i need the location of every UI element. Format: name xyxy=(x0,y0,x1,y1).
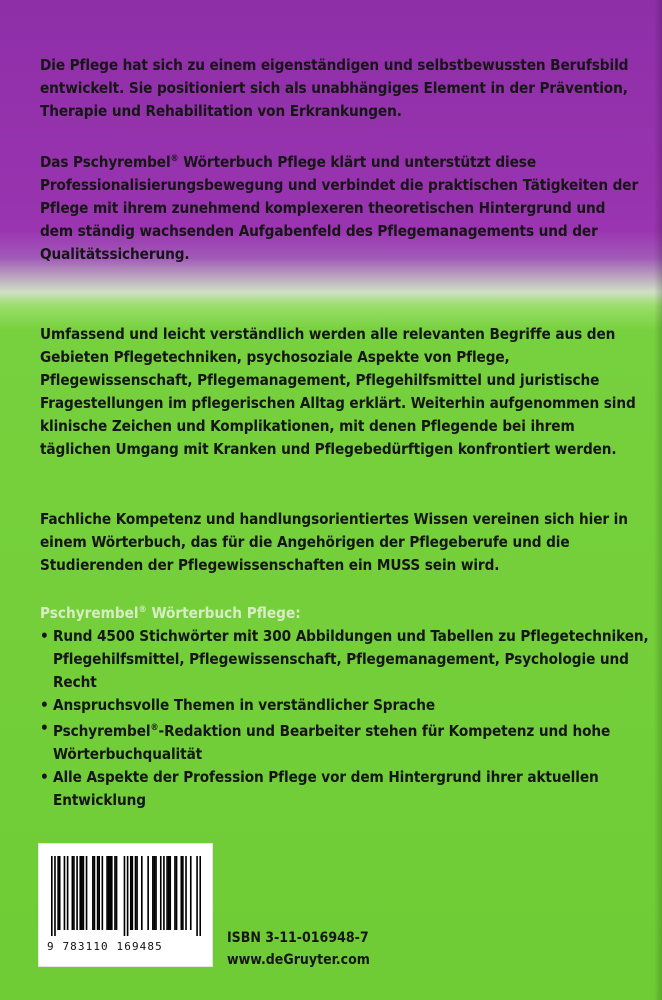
intro-paragraph: Die Pflege hat sich zu einem eigenständigen und selbstbewussten Berufsbild entwickelt. Sie positioniert sich als unabhängiges Element in der Prävention, Therapie und Rehabilitation von Erkrankungen. xyxy=(40,56,629,120)
barcode-bar xyxy=(136,856,138,930)
barcode-bar xyxy=(98,856,100,930)
pschyrembel-paragraph xyxy=(40,148,640,266)
barcode-bar xyxy=(108,856,110,930)
barcode-bar xyxy=(155,856,157,930)
barcode-bar xyxy=(154,856,156,930)
barcode-bar xyxy=(116,856,118,930)
brand-name: Das Pschyrembel xyxy=(40,153,171,171)
barcode-bar xyxy=(147,856,149,930)
barcode-bar xyxy=(168,856,170,930)
barcode-bar xyxy=(67,856,69,930)
heading-brand: Pschyrembel xyxy=(40,604,139,622)
barcode-bar xyxy=(106,856,108,930)
barcode-bar xyxy=(169,856,171,930)
barcode-bar xyxy=(86,856,88,930)
barcode-bar xyxy=(111,856,113,930)
barcode-bar xyxy=(72,856,74,930)
item-text: Alle Aspekte der Profession Pflege vor dem Hintergrund ihrer aktuellen Entwicklung xyxy=(53,768,599,809)
registered-mark: ® xyxy=(170,154,179,164)
barcode-bar xyxy=(54,856,56,936)
barcode-bar xyxy=(141,856,143,930)
barcode-bar xyxy=(92,856,94,930)
barcode-bar xyxy=(185,856,187,930)
barcode-bar xyxy=(64,856,66,930)
registered-mark: ® xyxy=(150,723,159,733)
barcode-bar xyxy=(180,856,182,930)
isbn-number: ISBN 3-11-016948-7 xyxy=(227,930,369,946)
barcode-bar xyxy=(109,856,111,930)
barcode-bar xyxy=(127,856,129,936)
barcode-bar xyxy=(163,856,165,930)
scope-paragraph: Umfassend und leicht verständlich werden alle relevanten Begriffe aus den Gebieten Pflegetechniken, psychosoziale Aspekte von Pflege, Pflegewissenschaft, Pflegemanagement, Pflegehilfsmittel und juristische Fragestellungen im pflegerischen Alltag erklärt. Weiterhin aufgenommen sind klinische Zeichen und Komplikationen, mit denen Pflegende bei ihrem täglichen Umgang mit Kranken und Pflegebedürftigen konfrontiert werden. xyxy=(40,325,636,458)
bullet-icon: • xyxy=(40,696,49,714)
competence-paragraph: Fachliche Kompetenz und handlungsorientiertes Wissen vereinen sich hier in einem Wörterbuch, das für die Angehörigen der Pflegeberufe und die Studierenden der Pflegewissenschaften ein MUSS sein wird. xyxy=(40,510,628,574)
item-text: Rund 4500 Stichwörter mit 300 Abbildungen und Tabellen zu Pflegetechniken, Pflegehilfsmittel, Pflegewissenschaft, Pflegemanagement, Psychologie und Recht xyxy=(53,627,649,691)
barcode-bar xyxy=(130,856,132,930)
list-item xyxy=(40,766,660,812)
barcode-bar xyxy=(59,856,61,930)
barcode-bar xyxy=(199,856,201,936)
features-list xyxy=(40,625,660,812)
list-item xyxy=(40,717,660,766)
barcode-digits: 9 783110 169485 xyxy=(47,940,163,953)
barcode-bar xyxy=(182,856,184,930)
cover-edge-shadow xyxy=(654,0,662,1000)
list-item xyxy=(40,694,660,717)
barcode-bar xyxy=(51,856,53,936)
barcode-bar xyxy=(174,856,176,930)
barcode-box xyxy=(38,843,213,967)
item-text: Anspruchsvolle Themen in verständlicher Sprache xyxy=(53,696,436,714)
list-item xyxy=(40,625,660,694)
heading-text: Wörterbuch Pflege: xyxy=(146,604,301,622)
barcode-bar xyxy=(83,856,85,930)
publisher-website: www.deGruyter.com xyxy=(227,952,370,968)
barcode-bar xyxy=(152,856,154,930)
barcode-bar xyxy=(79,856,81,930)
barcode-bar xyxy=(102,856,104,930)
bullet-icon: • xyxy=(40,768,49,786)
barcode-bar xyxy=(196,856,198,936)
paragraph-text: Wörterbuch Pflege klärt und unterstützt diese Professionalisierungsbewegung und verbindet die praktischen Tätigkeiten der Pflege mit ihrem zunehmend komplexeren theoretischen Hintergrund und dem ständig wachsenden Aufgabenfeld des Pflegemanagements und der Qualitätssicherung. xyxy=(40,153,639,263)
barcode-bar xyxy=(135,856,137,930)
barcode-bar xyxy=(124,856,126,936)
item-text-rest: -Redaktion und Bearbeiter stehen für Kompetenz und hohe Wörterbuchqualität xyxy=(53,722,611,763)
barcode-bar xyxy=(132,856,134,930)
features-heading xyxy=(40,599,640,625)
barcode-bar xyxy=(81,856,83,930)
barcode-bar xyxy=(190,856,192,930)
barcode-bar xyxy=(114,856,116,930)
barcode-bar xyxy=(76,856,78,930)
barcode-bar xyxy=(160,856,162,930)
barcode-bar xyxy=(73,856,75,930)
barcode-bar xyxy=(97,856,99,930)
item-text: Pschyrembel xyxy=(53,722,151,740)
bullet-icon: • xyxy=(40,719,49,737)
bullet-icon: • xyxy=(40,627,49,645)
barcode-bar xyxy=(166,856,168,930)
barcode-bar xyxy=(176,856,178,930)
registered-mark: ® xyxy=(138,605,147,615)
barcode-bar xyxy=(57,856,59,930)
barcode-bar xyxy=(94,856,96,930)
barcode-icon xyxy=(51,856,201,936)
